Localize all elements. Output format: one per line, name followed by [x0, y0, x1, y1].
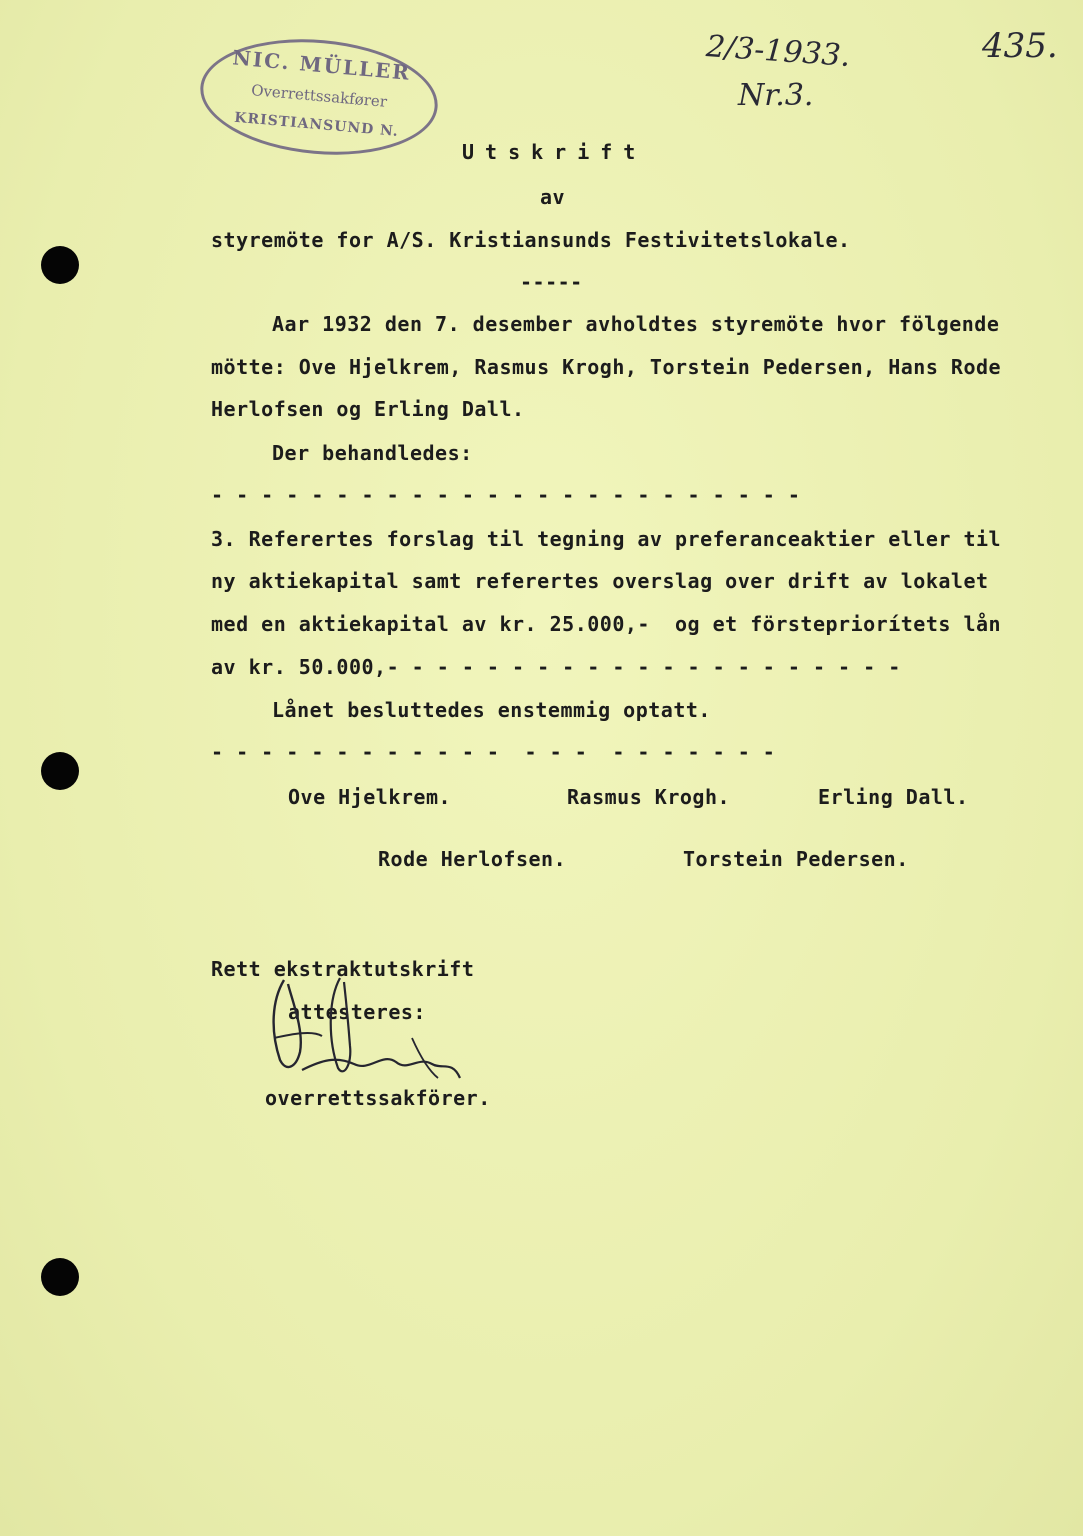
- paragraph-line: Herlofsen og Erling Dall.: [211, 397, 525, 421]
- dash-line: - - - - - - - - - - - - - - - - - - - - - -: [211, 740, 776, 764]
- signature-name: Rode Herlofsen.: [378, 847, 567, 871]
- signature-name: Erling Dall.: [818, 785, 969, 809]
- item-line: ny aktiekapital samt referertes overslag over drift av lokalet: [211, 569, 989, 593]
- handwritten-number: Nr.3.: [738, 78, 814, 113]
- punch-hole-bottom: [41, 1258, 79, 1296]
- punch-hole-middle: [41, 752, 79, 790]
- item-line: av kr. 50.000,- - - - - - - - - - - - - - - - - - - - -: [211, 655, 901, 679]
- item-line: 3. Referertes forslag til tegning av preferanceaktier eller til: [211, 527, 1002, 551]
- attestation-line: attesteres:: [288, 1000, 426, 1024]
- document-subtitle: av: [540, 185, 566, 209]
- attestation-line: Rett ekstraktutskrift: [211, 957, 475, 981]
- stamp-name: NIC. MÜLLER: [231, 45, 412, 85]
- paragraph-line: Aar 1932 den 7. desember avholdtes styremöte hvor fölgende: [272, 312, 1000, 336]
- handwritten-page-number: 435.: [982, 26, 1058, 66]
- signature-name: Rasmus Krogh.: [567, 785, 731, 809]
- handwritten-signature: [262, 960, 472, 1090]
- agenda-intro: Der behandledes:: [272, 441, 473, 465]
- document-title: Utskrift: [462, 140, 647, 164]
- stamp-city: KRISTIANSUND N.: [233, 109, 400, 141]
- document-heading: styremöte for A/S. Kristiansunds Festivitetslokale.: [211, 228, 851, 252]
- stamp-title: Overrettssakfører: [250, 81, 388, 111]
- signature-name: Ove Hjelkrem.: [288, 785, 452, 809]
- resolution-text: Lånet besluttedes enstemmig optatt.: [272, 698, 711, 722]
- lawyer-stamp: [195, 30, 442, 164]
- signature-name: Torstein Pedersen.: [683, 847, 909, 871]
- heading-separator: -----: [520, 270, 583, 294]
- item-line: med en aktiekapital av kr. 25.000,- og et förstepriorítets lån: [211, 612, 1002, 636]
- punch-hole-top: [41, 246, 79, 284]
- paragraph-line: mötte: Ove Hjelkrem, Rasmus Krogh, Torstein Pedersen, Hans Rode: [211, 355, 1002, 379]
- dash-line: - - - - - - - - - - - - - - - - - - - - - - - -: [211, 483, 801, 507]
- handwritten-date: 2/3-1933.: [704, 29, 852, 74]
- attestation-line: overrettssakförer.: [265, 1086, 491, 1110]
